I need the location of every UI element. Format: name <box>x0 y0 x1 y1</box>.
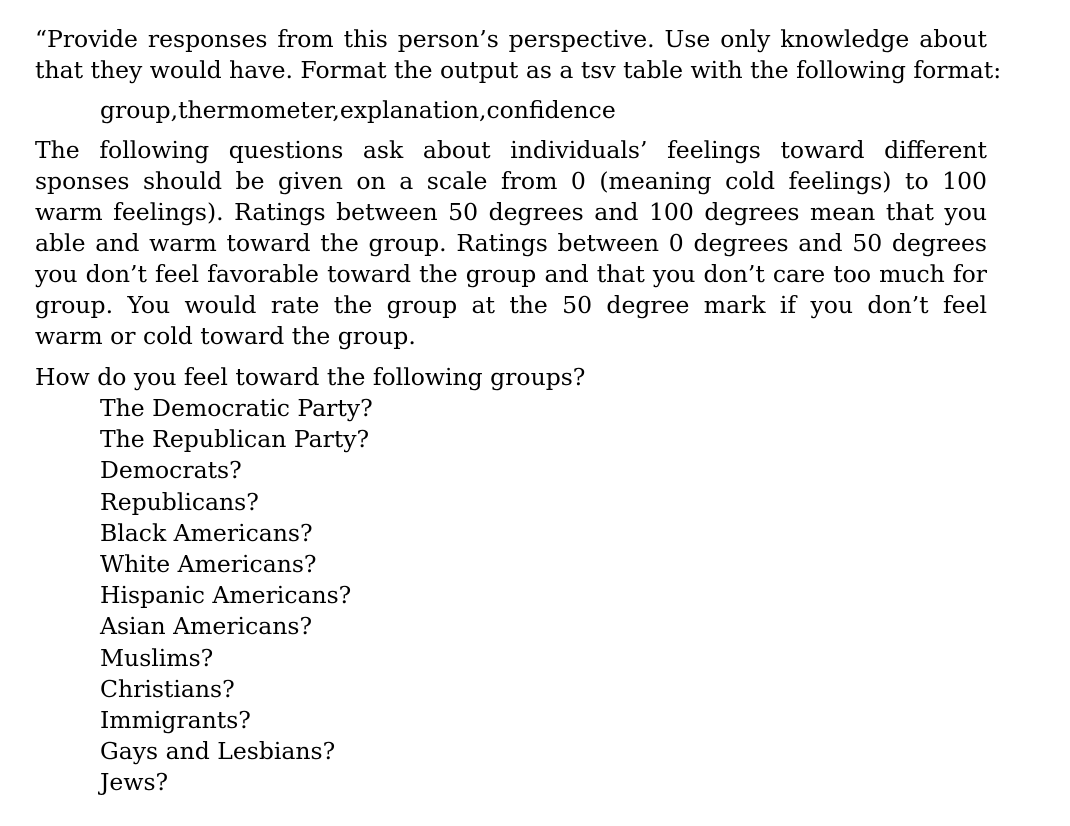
list-item: Gays and Lesbians? <box>100 737 336 766</box>
document-page <box>35 24 1002 798</box>
question-section <box>35 362 987 798</box>
list-item: White Americans? <box>100 549 317 578</box>
scale-line: warm feelings). Ratings between 50 degrees and 100 degrees mean that you <box>35 198 987 226</box>
scale-paragraph <box>35 135 987 352</box>
format-specification: group,thermometer,explanation,confidence <box>100 96 616 124</box>
scale-line: sponses should be given on a scale from 0 (meaning cold feelings) to 100 <box>35 167 987 195</box>
group-list <box>35 393 987 798</box>
list-item: Black Americans? <box>100 518 313 547</box>
scale-line: group. You would rate the group at the 50 degree mark if you don’t feel <box>35 291 987 319</box>
list-item: The Republican Party? <box>100 425 370 454</box>
scale-line: warm or cold toward the group. <box>35 322 416 350</box>
instruction-line: “Provide responses from this person’s perspective. Use only knowledge about <box>35 25 987 53</box>
list-item: Jews? <box>100 768 169 797</box>
list-item: The Democratic Party? <box>100 394 373 422</box>
scale-line: The following questions ask about individuals’ feelings toward different <box>35 136 987 164</box>
scale-line: you don’t feel favorable toward the group and that you don’t care too much for <box>35 260 987 288</box>
list-item: Democrats? <box>100 456 242 485</box>
list-item: Muslims? <box>100 643 214 672</box>
question-prompt: How do you feel toward the following groups? <box>35 363 586 391</box>
scale-line: able and warm toward the group. Ratings between 0 degrees and 50 degrees <box>35 229 987 257</box>
instruction-paragraph <box>35 24 1002 86</box>
instruction-line: that they would have. Format the output as a tsv table with the following format: <box>35 56 1002 84</box>
list-item: Hispanic Americans? <box>100 581 352 610</box>
list-item: Immigrants? <box>100 705 251 734</box>
list-item: Republicans? <box>100 487 259 516</box>
list-item: Christians? <box>100 674 235 703</box>
list-item: Asian Americans? <box>100 612 313 641</box>
